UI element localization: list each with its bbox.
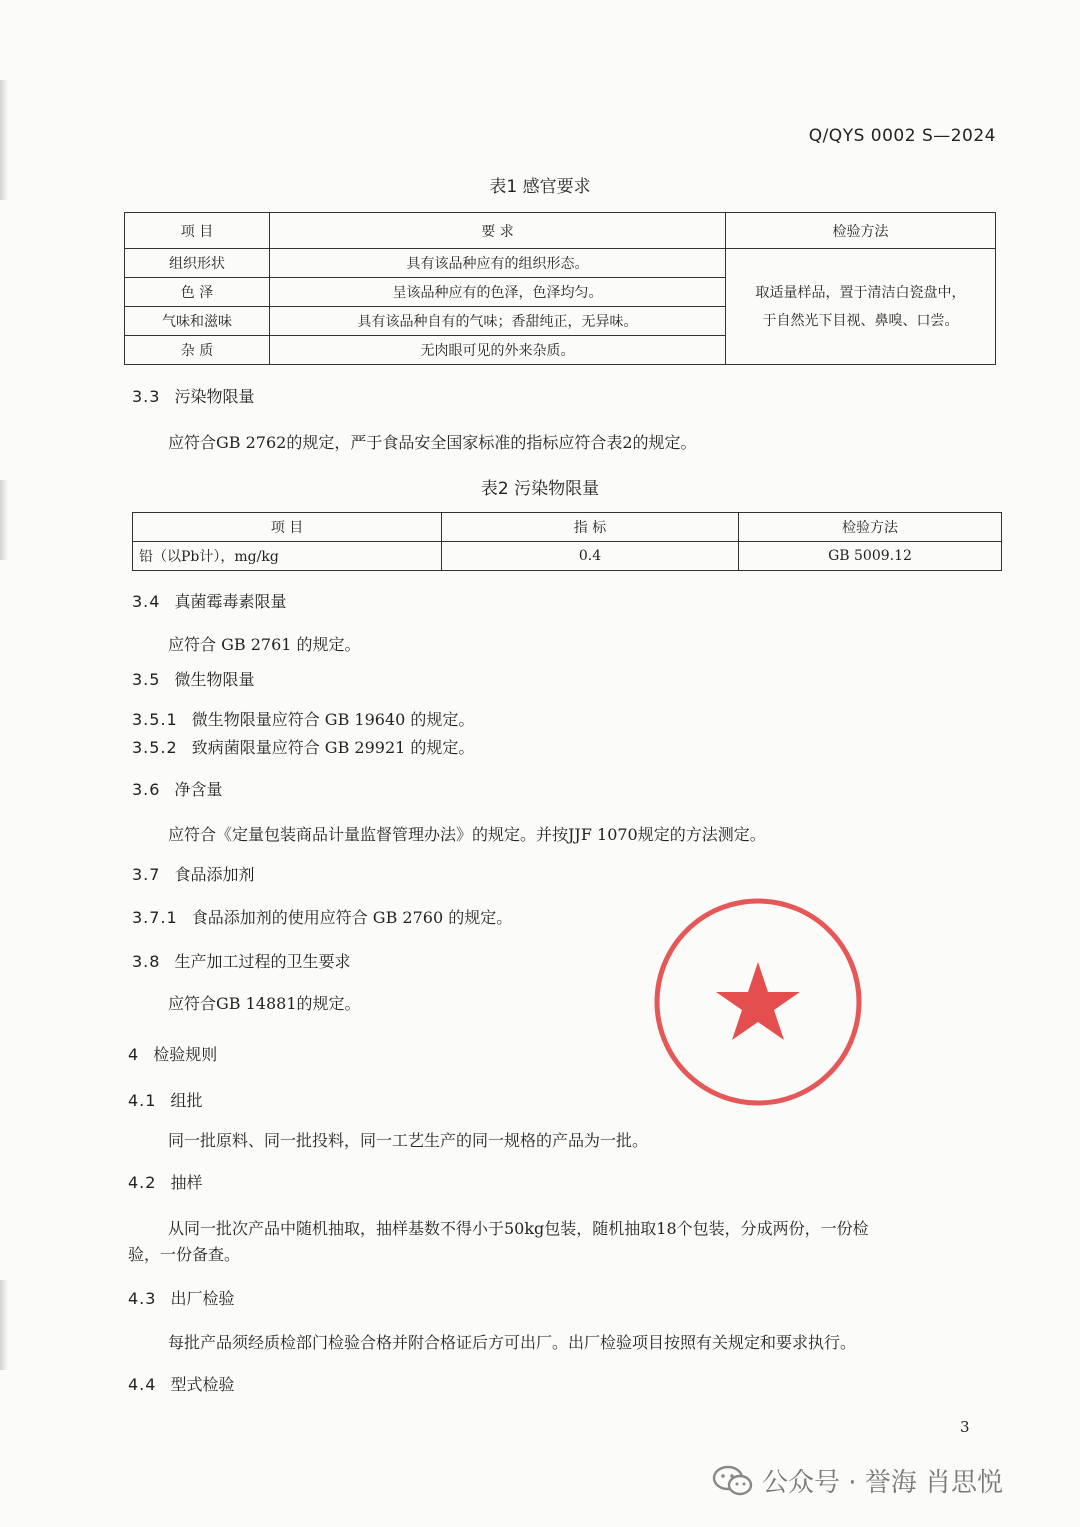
section-heading: [132, 667, 254, 690]
section-title: 净含量: [174, 780, 223, 799]
section-heading: [132, 862, 254, 885]
standard-code: Q/QYS 0002 S—2024: [808, 126, 996, 146]
section-title: 生产加工过程的卫生要求: [174, 952, 351, 971]
table1-cell-req: 无肉眼可见的外来杂质。: [270, 336, 726, 365]
table1-cell-req: 具有该品种自有的气味；香甜纯正，无异味。: [270, 307, 726, 336]
paragraph: 同一批原料、同一批投料，同一工艺生产的同一规格的产品为一批。: [168, 1131, 649, 1150]
table1-header-req: 要 求: [270, 213, 726, 249]
page-number: 3: [960, 1418, 970, 1436]
table1-header-item: 项 目: [125, 213, 270, 249]
section-heading: [132, 777, 222, 800]
paragraph: 应符合 GB 2761 的规定。: [168, 635, 361, 654]
table2-caption: 表2 污染物限量: [480, 479, 600, 499]
section-title: 污染物限量: [174, 387, 255, 406]
subsection-line: [132, 735, 474, 758]
paragraph: 每批产品须经质检部门检验合格并附合格证后方可出厂。出厂检验项目按照有关规定和要求执行。: [168, 1333, 857, 1352]
section-number: 3.7: [132, 865, 161, 884]
table1-cell-item: 组织形状: [125, 249, 270, 278]
section-title: 抽样: [170, 1173, 203, 1192]
section-heading: [132, 589, 286, 612]
watermark: [712, 1462, 1003, 1499]
watermark-text: 公众号 · 誉海 肖思悦: [762, 1468, 1004, 1498]
section-number: 4.1: [128, 1091, 157, 1110]
section-number: 4.3: [128, 1289, 157, 1308]
table1-cell-item: 气味和滋味: [125, 307, 270, 336]
company-seal: [652, 896, 864, 1108]
section-number: 3.6: [132, 780, 161, 799]
paragraph: 验，一份备查。: [128, 1245, 241, 1264]
paragraph: 应符合GB 14881的规定。: [168, 994, 361, 1013]
table1-cell-req: 呈该品种应有的色泽，色泽均匀。: [270, 278, 726, 307]
section-heading: [128, 1286, 234, 1309]
sensory-table: [124, 212, 996, 365]
paragraph: 从同一批次产品中随机抽取，抽样基数不得小于50kg包装，随机抽取18个包装，分成两份，一份检: [168, 1219, 869, 1238]
section-number: 4.2: [128, 1173, 157, 1192]
section-title: 真菌霉毒素限量: [174, 592, 287, 611]
table2-cell-value: 0.4: [442, 542, 739, 571]
section-number: 3.3: [132, 387, 161, 406]
section-number: 3.5.1: [132, 710, 178, 729]
section-number: 3.8: [132, 952, 161, 971]
table2-cell-method: GB 5009.12: [739, 542, 1002, 571]
section-heading: [132, 384, 254, 407]
contaminant-table: [132, 512, 1002, 571]
section-title: 组批: [170, 1091, 203, 1110]
table1-header-method: 检验方法: [726, 213, 996, 249]
table2-cell-item: 铅（以Pb计），mg/kg: [133, 542, 442, 571]
table1-caption: 表1 感官要求: [489, 177, 591, 197]
method-line: 于自然光下目视、鼻嗅、口尝。: [762, 312, 959, 329]
table2-header-method: 检验方法: [739, 513, 1002, 542]
scan-edge-mark: [0, 1280, 8, 1370]
section-number: 3.5.2: [132, 738, 178, 757]
section-number: 3.5: [132, 670, 161, 689]
section-title: 检验规则: [153, 1045, 218, 1064]
method-line: 取适量样品，置于清洁白瓷盘中，: [755, 284, 966, 301]
paragraph: 应符合《定量包装商品计量监督管理办法》的规定。并按JJF 1070规定的方法测定。: [168, 825, 766, 844]
section-heading: [128, 1088, 202, 1111]
section-heading: [128, 1372, 234, 1395]
section-number: 3.4: [132, 592, 161, 611]
section-number: 3.7.1: [132, 908, 178, 927]
section-heading: [128, 1042, 217, 1065]
section-title: 食品添加剂: [174, 865, 255, 884]
section-number: 4: [128, 1045, 140, 1064]
table1-cell-item: 色 泽: [125, 278, 270, 307]
table1-cell-req: 具有该品种应有的组织形态。: [270, 249, 726, 278]
section-title: 型式检验: [170, 1375, 235, 1394]
subsection-line: [132, 707, 474, 730]
section-title: 微生物限量: [174, 670, 255, 689]
paragraph: 应符合GB 2762的规定，严于食品安全国家标准的指标应符合表2的规定。: [168, 433, 697, 452]
paragraph: 微生物限量应符合 GB 19640 的规定。: [191, 710, 475, 729]
section-number: 4.4: [128, 1375, 157, 1394]
paragraph: 致病菌限量应符合 GB 29921 的规定。: [191, 738, 475, 757]
paragraph: 食品添加剂的使用应符合 GB 2760 的规定。: [191, 908, 513, 927]
table2-header-item: 项 目: [133, 513, 442, 542]
table1-cell-item: 杂 质: [125, 336, 270, 365]
table2-header-value: 指 标: [442, 513, 739, 542]
section-heading: [132, 949, 350, 972]
section-heading: [128, 1170, 202, 1193]
wechat-icon: [712, 1464, 754, 1498]
section-title: 出厂检验: [170, 1289, 235, 1308]
subsection-line: [132, 905, 512, 928]
table1-cell-method: [726, 249, 996, 365]
